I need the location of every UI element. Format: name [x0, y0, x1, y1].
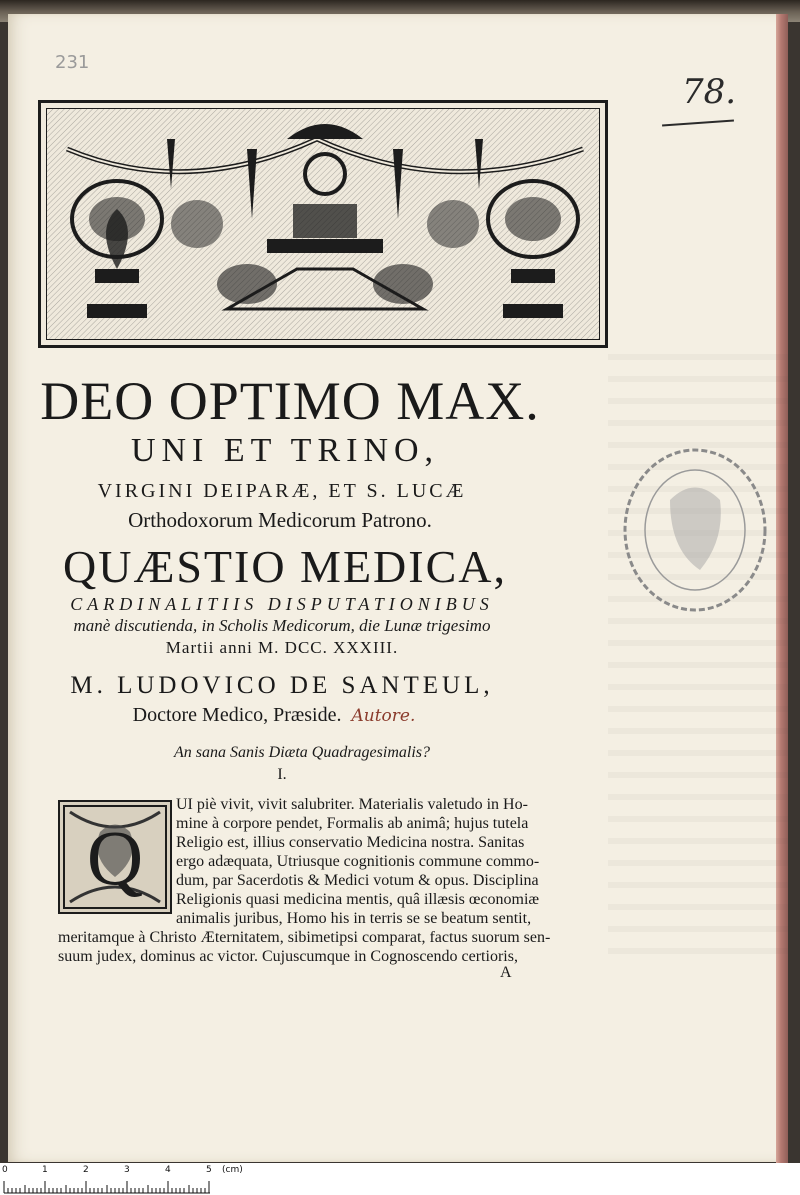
ruler-label-5: 5 [206, 1165, 212, 1175]
body-line-2: mine à corpore pendet, Formalis ab animâ; hujus tutela [176, 815, 529, 832]
body-line-7: animalis juribus, Homo his in terris se se beatum sentit, [176, 910, 532, 927]
question-line: An sana Sanis Diæta Quadragesimalis? [173, 744, 430, 761]
doctore-text: Doctore Medico, Præside. [132, 704, 342, 726]
title-virgini: VIRGINI DEIPARÆ, ET S. LUCÆ [97, 480, 467, 502]
body-line-1: UI piè vivit, vivit salubriter. Materialis valetudo in Ho- [176, 796, 528, 813]
body-line-8: meritamque à Christo Æternitatem, sibimetipsi comparat, factus suorum sen- [58, 929, 551, 946]
pencil-number: 231 [55, 52, 90, 73]
folio-number: 78. [682, 72, 737, 112]
body-line-3: Religio est, illius conservatio Medicina nostra. Sanitas [176, 834, 525, 851]
title-discutienda: manè discutienda, in Scholis Medicorum, die Lunæ trigesimo [73, 616, 491, 635]
title-orthodoxorum: Orthodoxorum Medicorum Patrono. [128, 508, 432, 532]
body-line-6: Religionis quasi medicina mentis, quâ illæsis œconomiæ [176, 891, 540, 908]
ornamental-headpiece [38, 100, 608, 348]
signature-mark: A [500, 964, 512, 981]
headpiece-engraving [46, 108, 600, 340]
ruler-label-3: 3 [124, 1165, 130, 1175]
handwritten-author: Autore. [351, 706, 416, 726]
title-santeul: M. LUDOVICO DE SANTEUL, [70, 672, 494, 699]
title-date: Martii anni M. DCC. XXXIII. [165, 638, 399, 657]
title-uni: UNI ET TRINO, [130, 432, 440, 469]
ruler-label-4: 4 [165, 1165, 171, 1175]
engraving-art [47, 109, 600, 340]
body-line-4: ergo adæquata, Utriusque cognitionis commune commo- [176, 853, 540, 870]
title-deo: DEO OPTIMO MAX. [40, 371, 540, 431]
dropcap-q [58, 800, 172, 914]
title-doctore [0, 704, 674, 727]
ruler-ticks [0, 1163, 230, 1195]
title-cardinalitiis: CARDINALITIIS DISPUTATIONIBUS [70, 594, 494, 614]
ruler-label-1: 1 [42, 1165, 48, 1175]
body-line-5: dum, par Sacerdotis & Medici votum & opus. Disciplina [176, 872, 539, 889]
ruler-label-2: 2 [83, 1165, 89, 1175]
title-quaestio: QUÆSTIO MEDICA, [63, 541, 507, 592]
dropcap-ornament [60, 802, 170, 912]
body-line-9: suum judex, dominus ac victor. Cujuscumque in Cognoscendo certioris, [58, 948, 518, 965]
scale-ruler [0, 1163, 800, 1195]
ruler-label-0: 0 [2, 1165, 8, 1175]
section-number: I. [277, 766, 287, 783]
dropcap-letter: Q [86, 814, 144, 901]
ruler-unit: (cm) [222, 1165, 243, 1175]
